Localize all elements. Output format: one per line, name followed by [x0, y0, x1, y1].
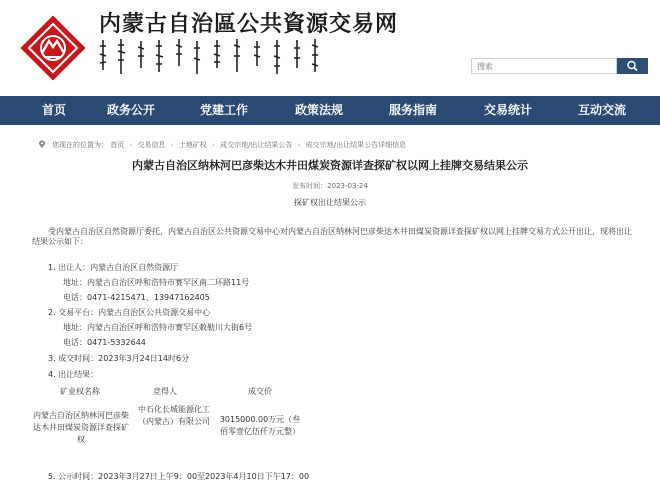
breadcrumb-separator: ›	[297, 141, 301, 149]
table-header-mining-right: 矿业权名称	[60, 387, 100, 396]
item-platform-phone: 电话：0471-5332644	[63, 338, 146, 347]
item-platform: 2. 交易平台：内蒙古自治区公共资源交易中心	[48, 308, 211, 317]
item-result: 4. 出让结果：	[48, 370, 99, 379]
article-subtitle: 探矿权出让结果公示	[294, 198, 366, 207]
location-icon	[38, 140, 46, 148]
item-transferor-address: 地址：内蒙古自治区呼和浩特市赛罕区南二环路11号	[63, 278, 250, 287]
article-title: 内蒙古自治区纳林河巴彦柴达木井田煤炭资源详查探矿权以网上挂牌交易结果公示	[132, 159, 528, 172]
intro-paragraph: 受内蒙古自治区自然资源厅委托，内蒙古自治区公共资源交易中心对内蒙古自治区纳林河巴彦柴达木井田煤炭资源详查探矿权以网上挂牌交易方式公开出让，现将出让结果公示如下：	[32, 227, 632, 246]
site-title: 内蒙古自治區公共資源交易网	[99, 11, 399, 37]
item-deal-time: 3. 成交时间：2023年3月24日14时6分	[48, 354, 190, 363]
breadcrumb-separator: ›	[170, 141, 174, 149]
breadcrumb-home[interactable]: 首页	[110, 141, 125, 149]
item-transferor: 1. 出让人：内蒙古自治区自然资源厅	[48, 263, 179, 272]
table-cell-price: 3015000.00万元（叁佰零壹亿伍仟万元整）	[219, 415, 301, 436]
nav-government-affairs[interactable]: 政务公开	[106, 103, 156, 117]
breadcrumb-prefix: 您现在的位置为：	[52, 141, 108, 149]
table-header-price: 成交价	[248, 387, 272, 396]
item-platform-address: 地址：内蒙古自治区呼和浩特市赛罕区敕勒川大街6号	[63, 323, 253, 332]
mongolian-script-title	[99, 36, 329, 78]
breadcrumb	[52, 140, 406, 150]
main-nav	[0, 96, 660, 125]
nav-policies[interactable]: 政策法规	[294, 103, 344, 117]
table-header-winner: 竞得人	[153, 387, 177, 396]
table-cell-winner: 中石化长城能源化工（内蒙古）有限公司	[138, 405, 210, 426]
nav-interaction[interactable]: 互动交流	[577, 103, 627, 117]
breadcrumb-result-notices[interactable]: 成交宗地/出让结果公告	[220, 141, 293, 149]
search-button[interactable]	[617, 58, 648, 74]
publish-date: 发布时间：2023-03-24	[292, 182, 368, 190]
breadcrumb-separator: ›	[212, 141, 215, 149]
breadcrumb-trade-info[interactable]: 交易信息	[137, 141, 166, 149]
breadcrumb-current: 成交宗地/出让结果公告详细信息	[305, 141, 407, 149]
site-logo[interactable]	[18, 13, 88, 83]
search-icon	[617, 58, 648, 74]
item-publicity-period: 5. 公示时间：2023年3月27日上午9：00至2023年4月10日下午17：00	[48, 472, 310, 481]
item-transferor-phone: 电话：0471-4215471、13947162405	[63, 293, 210, 302]
nav-trade-statistics[interactable]: 交易统计	[483, 103, 533, 117]
search-input[interactable]	[471, 58, 617, 74]
table-cell-mining-right: 内蒙古自治区纳林河巴彦柴达木井田煤炭资源详查探矿权	[33, 411, 129, 444]
nav-service-guide[interactable]: 服务指南	[388, 103, 438, 117]
nav-party-work[interactable]: 党建工作	[199, 103, 249, 117]
nav-home[interactable]: 首页	[41, 103, 67, 117]
breadcrumb-land-mining[interactable]: 土地矿权	[178, 141, 207, 149]
site-header	[0, 0, 660, 96]
breadcrumb-separator: ›	[129, 141, 133, 149]
